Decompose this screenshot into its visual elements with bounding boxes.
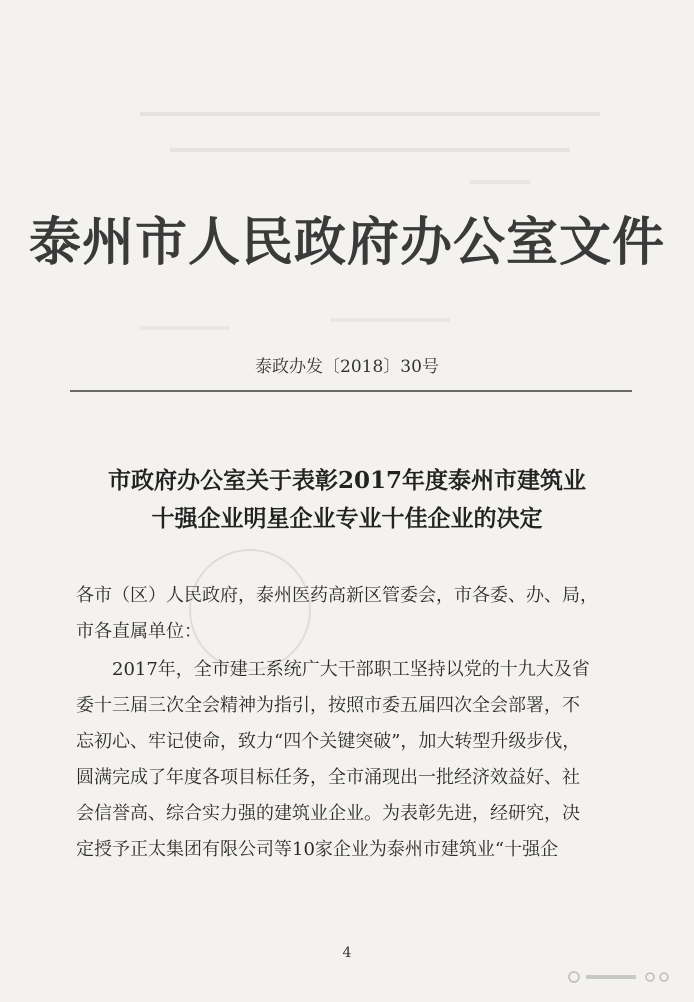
body-line: 委十三届三次全会精神为指引，按照市委五届四次全会部署，不 xyxy=(76,695,580,716)
bleed-line xyxy=(140,112,600,116)
addressee xyxy=(76,578,636,650)
body-line: 会信誉高、综合实力强的建筑业企业。为表彰先进，经研究，决 xyxy=(76,803,580,824)
page-number: 4 xyxy=(342,945,352,961)
addressee-line-1: 各市（区）人民政府，泰州医药高新区管委会，市各委、办、局， xyxy=(76,585,598,606)
body-line: 2017年，全市建工系统广大干部职工坚持以党的十九大及省 xyxy=(112,659,590,680)
watermark-icon xyxy=(566,968,676,986)
addressee-line-2: 市各直属单位： xyxy=(76,621,202,642)
bleed-line xyxy=(470,180,530,184)
title-line-1: 市政府办公室关于表彰2017年度泰州市建筑业 xyxy=(107,467,586,494)
document-number: 泰政办发〔2018〕30号 xyxy=(255,357,439,377)
body-paragraph xyxy=(76,652,636,868)
bleed-line xyxy=(330,318,450,322)
body-line: 定授予正太集团有限公司等10家企业为泰州市建筑业“十强企 xyxy=(76,839,559,860)
bleed-line xyxy=(140,326,230,330)
bleed-line xyxy=(170,148,570,152)
document-title xyxy=(0,462,694,538)
issuer-header-title: 泰州市人民政府办公室文件 xyxy=(28,212,665,273)
title-line-2: 十强企业明星企业专业十佳企业的决定 xyxy=(151,505,543,532)
body-line: 忘初心、牢记使命，致力“四个关键突破”，加大转型升级步伐， xyxy=(76,731,581,752)
body-line: 圆满完成了年度各项目标任务，全市涌现出一批经济效益好、社 xyxy=(76,767,580,788)
header-divider xyxy=(70,390,632,392)
